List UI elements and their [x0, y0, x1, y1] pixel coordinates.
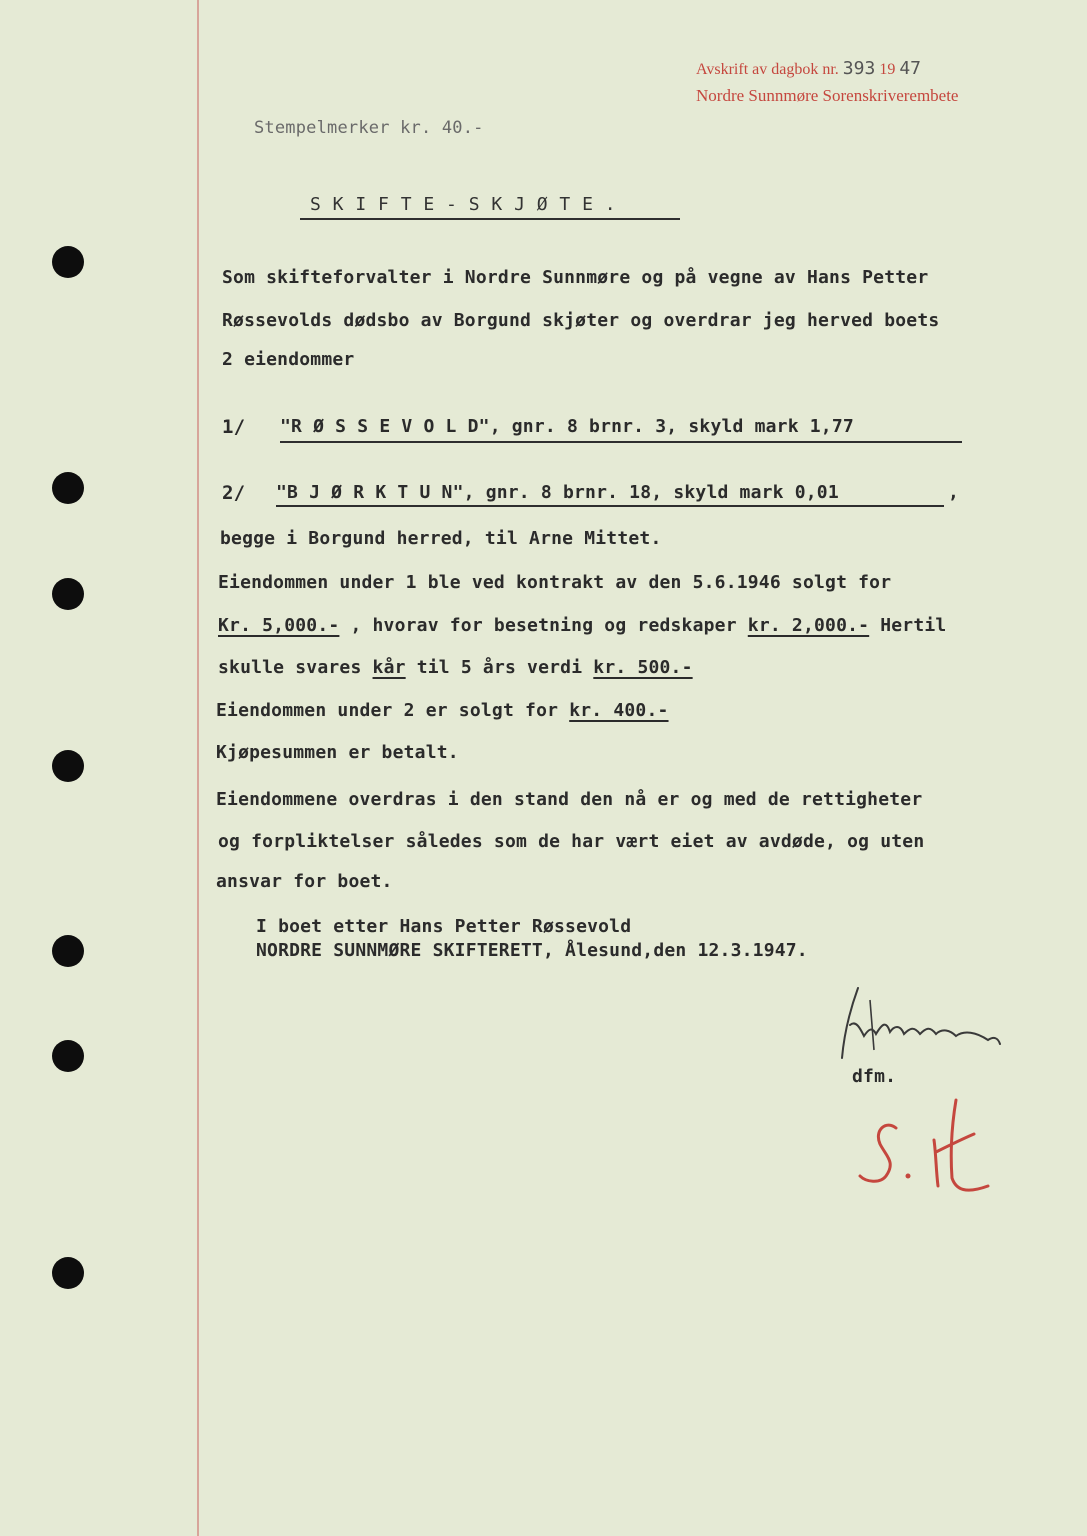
property-2-text: "B J Ø R K T U N", gnr. 8 brnr. 18, skyld mark 0,01 — [276, 482, 839, 503]
intro-line-1: Som skifteforvalter i Nordre Sunnmøre og på vegne av Hans Petter — [222, 267, 929, 288]
body-line-4 — [218, 657, 693, 678]
body-line-3 — [218, 615, 946, 636]
punch-hole — [52, 750, 84, 782]
property-1-underline — [280, 441, 962, 443]
handwritten-initials — [852, 1090, 1002, 1204]
price-main: Kr. 5,000.- — [218, 615, 340, 636]
stamp-prefix: Avskrift av dagbok nr. — [696, 61, 839, 78]
body-line-1: begge i Borgund herred, til Arne Mittet. — [220, 528, 662, 549]
body-line-9: ansvar for boet. — [216, 871, 393, 892]
margin-line — [197, 0, 199, 1536]
punch-hole — [52, 472, 84, 504]
property-1-index: 1/ — [222, 416, 246, 438]
punch-hole — [52, 1040, 84, 1072]
stamp-line-1 — [696, 58, 921, 79]
body-line-5-start: Eiendommen under 2 er solgt for — [216, 700, 570, 721]
punch-hole — [52, 246, 84, 278]
closing-line-1: I boet etter Hans Petter Røssevold — [256, 916, 632, 937]
title-underline — [300, 218, 680, 220]
punch-hole — [52, 935, 84, 967]
page-title: S K I F T E - S K J Ø T E . — [310, 194, 617, 215]
body-line-6: Kjøpesummen er betalt. — [216, 742, 459, 763]
stamp-office: Nordre Sunnmøre Sorenskriverembete — [696, 86, 959, 105]
body-line-4-start: skulle svares — [218, 657, 373, 678]
year-suffix: 47 — [899, 58, 921, 79]
body-line-3-end: Hertil — [869, 615, 947, 636]
punch-hole — [52, 578, 84, 610]
body-line-7: Eiendommene overdras i den stand den nå er og med de rettigheter — [216, 789, 923, 810]
price-property-2: kr. 400.- — [569, 700, 669, 721]
body-line-5 — [216, 700, 669, 721]
kar-word: kår — [372, 657, 406, 678]
body-line-4-mid: til 5 års verdi — [405, 657, 594, 678]
price-equipment: kr. 2,000.- — [747, 615, 870, 636]
stempelmerker: Stempelmerker kr. 40.- — [254, 118, 484, 138]
property-2-index: 2/ — [222, 482, 246, 504]
year-prefix: 19 — [879, 61, 896, 78]
intro-line-2: Røssevolds dødsbo av Borgund skjøter og overdrar jeg herved boets — [222, 310, 940, 331]
body-line-2: Eiendommen under 1 ble ved kontrakt av den 5.6.1946 solgt for — [218, 572, 892, 593]
body-line-3-mid: , hvorav for besetning og redskaper — [339, 615, 748, 636]
property-1-text: "R Ø S S E V O L D", gnr. 8 brnr. 3, skyld mark 1,77 — [280, 416, 854, 437]
closing-line-2: NORDRE SUNNMØRE SKIFTERETT, Ålesund,den 12.3.1947. — [256, 940, 808, 961]
property-2-trail: , — [948, 482, 960, 503]
handwritten-signature — [830, 980, 1010, 1069]
body-line-8: og forpliktelser således som de har vært eiet av avdøde, og uten — [218, 831, 925, 852]
intro-line-3: 2 eiendommer — [222, 349, 355, 370]
signature-caption: dfm. — [852, 1066, 897, 1087]
punch-hole — [52, 1257, 84, 1289]
entry-number: 393 — [842, 58, 876, 79]
property-2-underline — [276, 505, 944, 507]
kar-value: kr. 500.- — [593, 657, 693, 678]
